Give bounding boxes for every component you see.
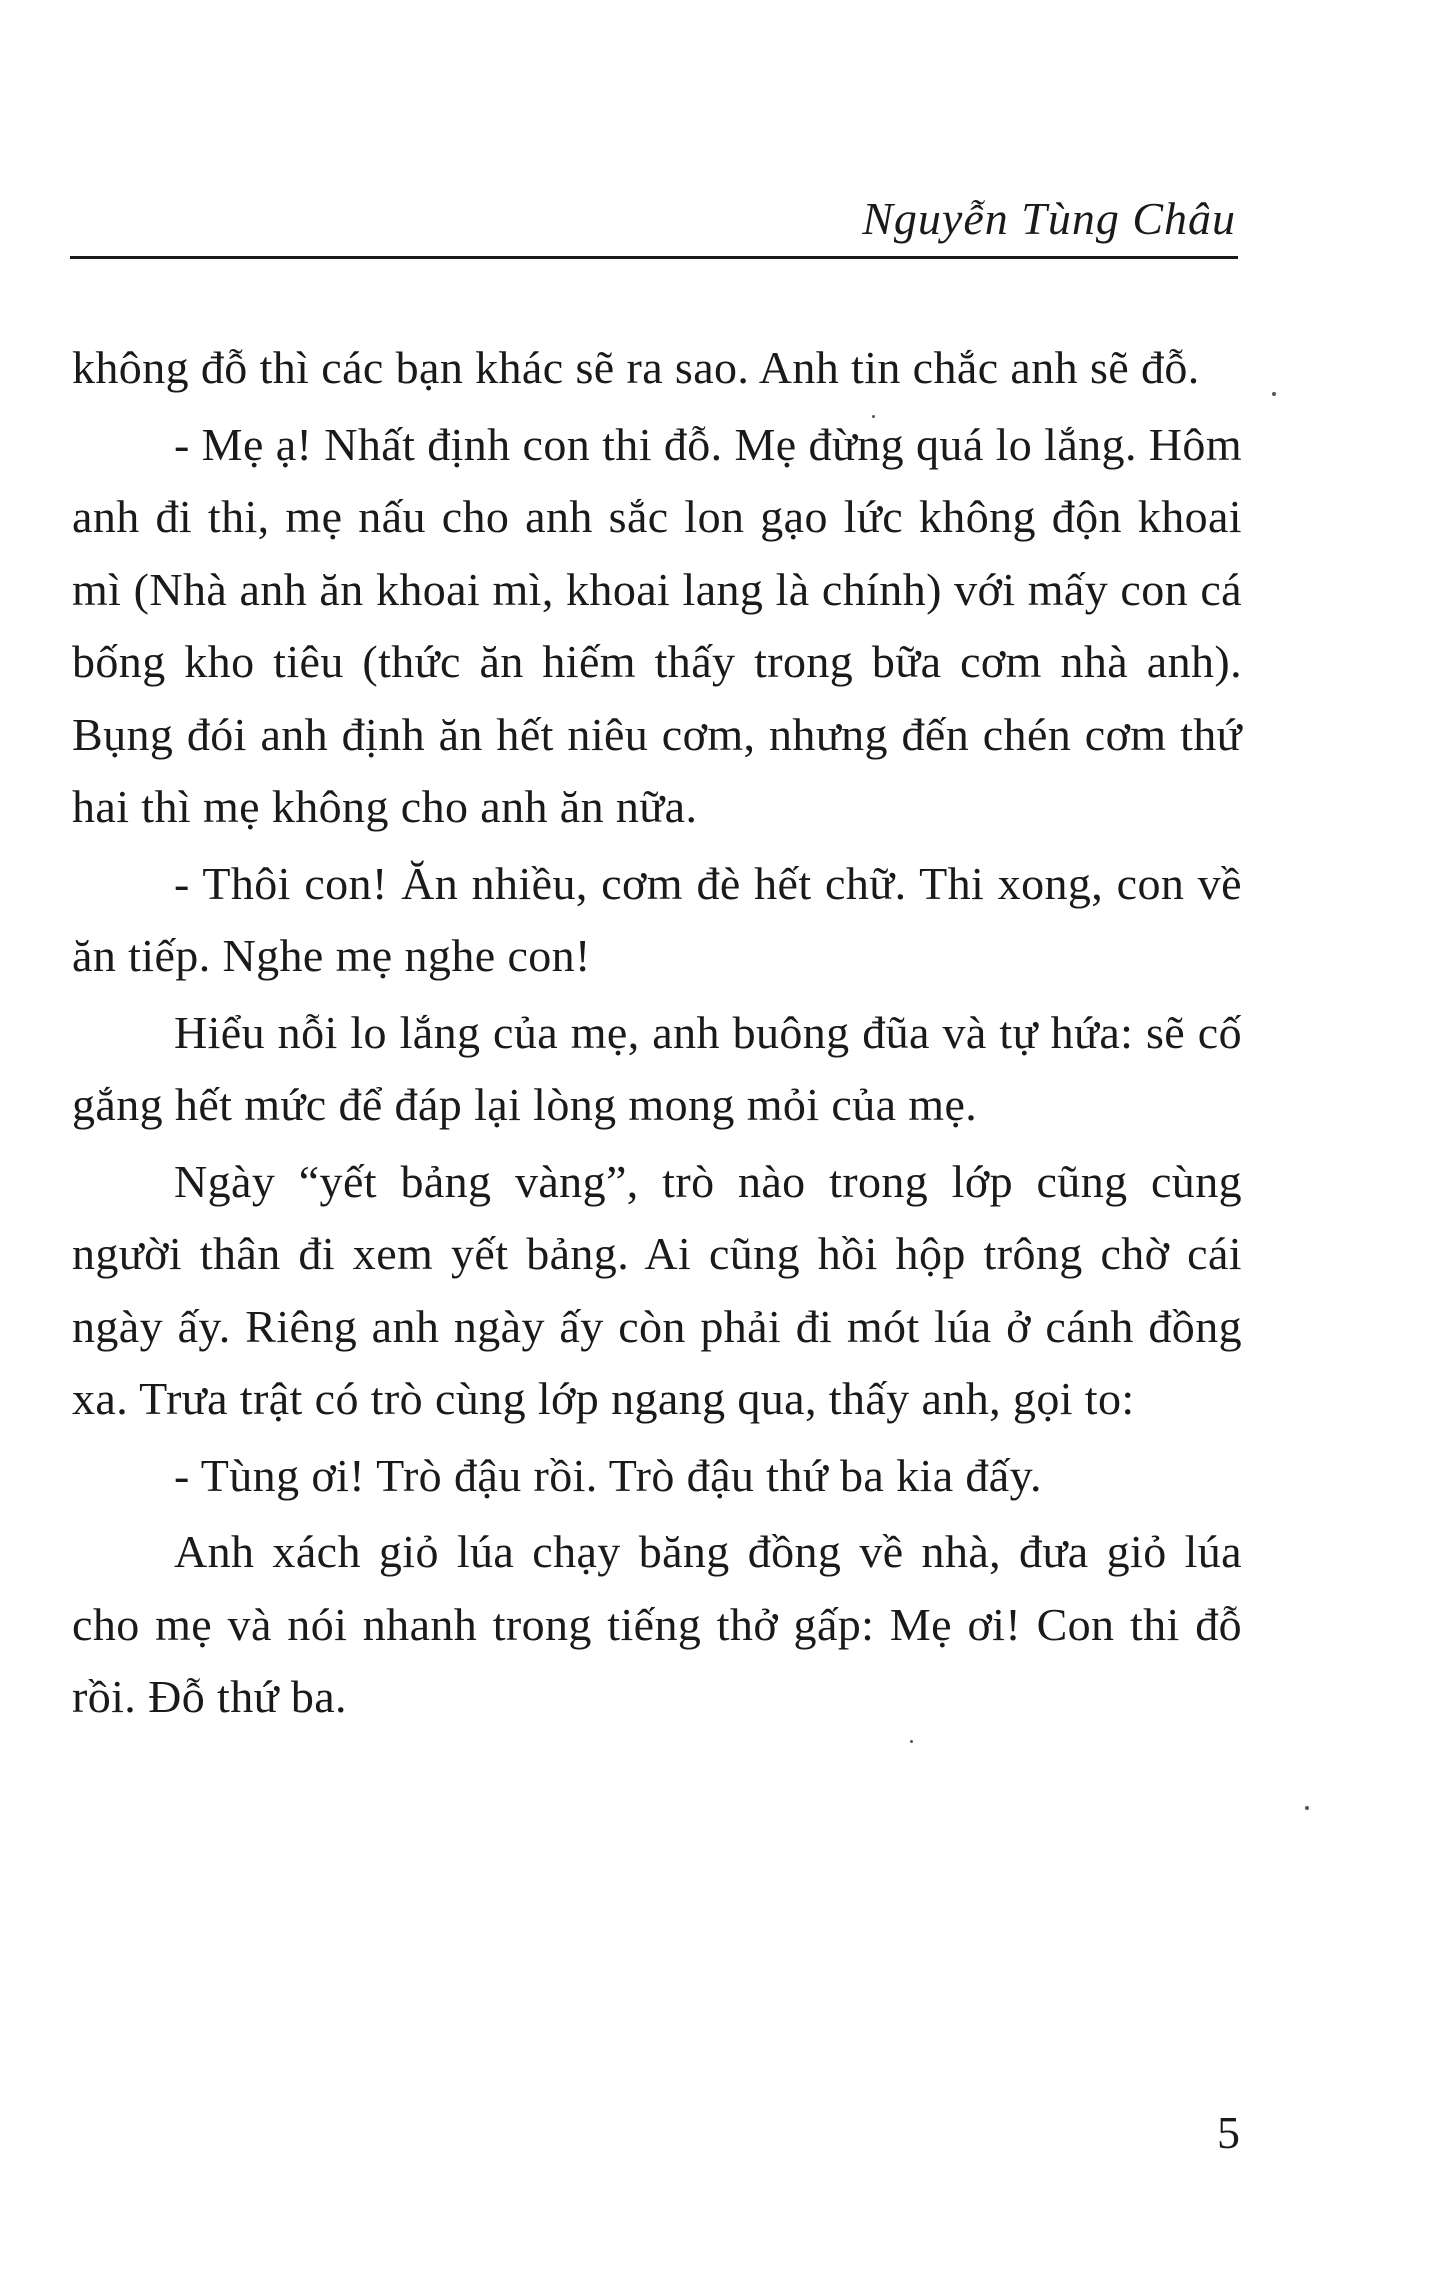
scan-speck xyxy=(1272,392,1276,396)
paragraph-7: Anh xách giỏ lúa chạy băng đồng về nhà, đưa giỏ lúa cho mẹ và nói nhanh trong tiếng thở gấp: Mẹ ơi! Con thi đỗ rồi. Đỗ thứ ba. xyxy=(72,1526,1242,1722)
paragraph-2: - Mẹ ạ! Nhất định con thi đỗ. Mẹ đừng quá lo lắng. Hôm anh đi thi, mẹ nấu cho anh sắc lon gạo lức không độn khoai mì (Nhà anh ăn khoai mì, khoai lang là chính) với mấy con cá bống kho tiêu (thức ăn hiếm thấy trong bữa cơm nhà anh). Bụng đói anh định ăn hết niêu cơm, nhưng đến chén cơm thứ hai thì mẹ không cho anh ăn nữa. xyxy=(72,418,1242,832)
scan-speck xyxy=(910,1740,913,1743)
body-text xyxy=(72,332,1242,1738)
page-number: 5 xyxy=(1217,2107,1240,2158)
paragraph-6: - Tùng ơi! Trò đậu rồi. Trò đậu thứ ba kia đấy. xyxy=(174,1449,1042,1501)
paragraph-1: không đỗ thì các bạn khác sẽ ra sao. Anh tin chắc anh sẽ đỗ. xyxy=(72,342,1200,393)
paragraph-3: - Thôi con! Ăn nhiều, cơm đè hết chữ. Thi xong, con về ăn tiếp. Nghe mẹ nghe con! xyxy=(72,857,1242,981)
scan-speck xyxy=(1305,1806,1309,1810)
running-header-author: Nguyễn Tùng Châu xyxy=(862,193,1236,244)
paragraph-5: Ngày “yết bảng vàng”, trò nào trong lớp cũng cùng người thân đi xem yết bảng. Ai cũng hồi hộp trông chờ cái ngày ấy. Riêng anh ngày ấy còn phải đi mót lúa ở cánh đồng xa. Trưa trật có trò cùng lớp ngang qua, thấy anh, gọi to: xyxy=(72,1155,1242,1424)
scan-speck xyxy=(872,415,875,418)
paragraph-4: Hiểu nỗi lo lắng của mẹ, anh buông đũa và tự hứa: sẽ cố gắng hết mức để đáp lại lòng mong mỏi của mẹ. xyxy=(72,1006,1242,1130)
header-rule xyxy=(70,256,1238,259)
